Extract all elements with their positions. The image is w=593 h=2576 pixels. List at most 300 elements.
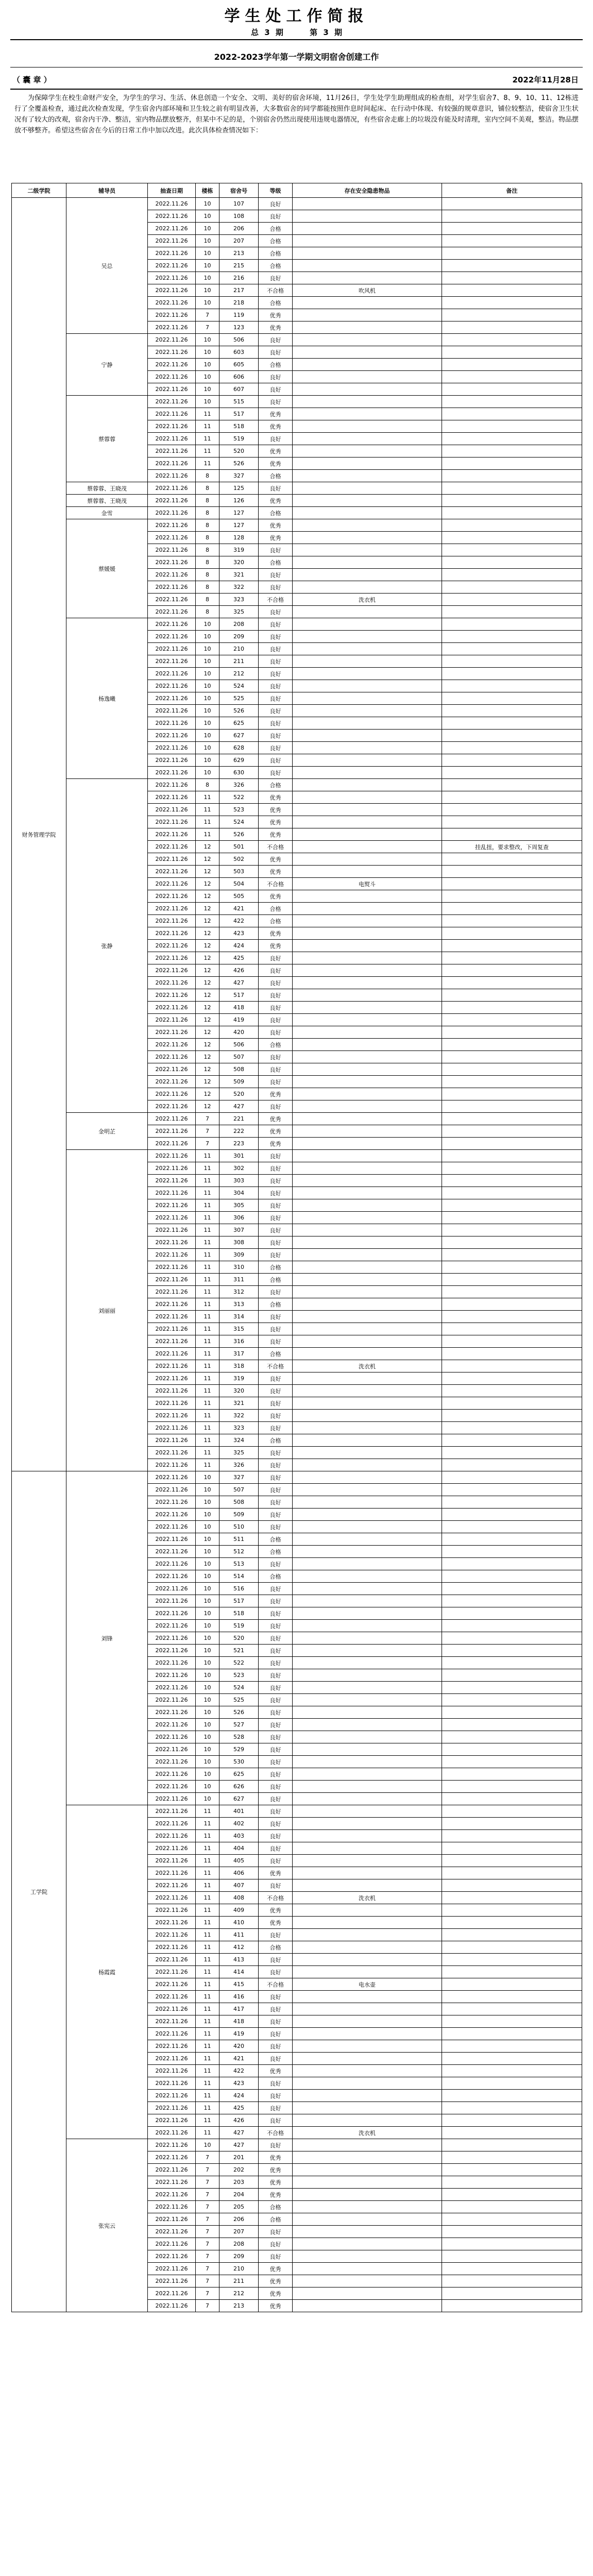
date-cell: 2022.11.26 — [148, 940, 196, 952]
date-cell: 2022.11.26 — [148, 1199, 196, 1212]
floor-cell: 10 — [196, 272, 219, 284]
floor-cell: 10 — [196, 668, 219, 680]
note-cell — [442, 1311, 582, 1323]
issue-cell — [293, 2238, 442, 2250]
note-cell — [442, 495, 582, 507]
grade-cell: 良好 — [259, 2250, 293, 2263]
note-cell — [442, 1768, 582, 1781]
room-cell: 107 — [219, 198, 259, 210]
note-cell — [442, 1212, 582, 1224]
table-row — [12, 779, 582, 791]
date-cell: 2022.11.26 — [148, 2226, 196, 2238]
grade-cell: 优秀 — [259, 828, 293, 841]
floor-cell: 12 — [196, 866, 219, 878]
grade-cell: 良好 — [259, 1249, 293, 1261]
issue-cell — [293, 346, 442, 359]
floor-cell: 10 — [196, 1657, 219, 1669]
grade-cell: 优秀 — [259, 2176, 293, 2189]
note-cell — [442, 1162, 582, 1175]
room-cell: 626 — [219, 1781, 259, 1793]
note-cell — [442, 618, 582, 631]
floor-cell: 10 — [196, 1570, 219, 1583]
floor-cell: 8 — [196, 470, 219, 482]
table-row — [12, 2139, 582, 2151]
note-cell — [442, 779, 582, 791]
floor-cell: 10 — [196, 1533, 219, 1546]
date-cell: 2022.11.26 — [148, 2040, 196, 2053]
issue-cell — [293, 804, 442, 816]
note-cell — [442, 1892, 582, 1904]
note-cell — [442, 1410, 582, 1422]
grade-cell: 不合格 — [259, 2127, 293, 2139]
room-cell: 519 — [219, 433, 259, 445]
note-cell — [442, 730, 582, 742]
issue-cell — [293, 371, 442, 383]
room-cell: 424 — [219, 940, 259, 952]
floor-cell: 12 — [196, 940, 219, 952]
date-cell: 2022.11.26 — [148, 594, 196, 606]
floor-cell: 11 — [196, 2065, 219, 2077]
table-row — [12, 495, 582, 507]
date-cell: 2022.11.26 — [148, 1175, 196, 1187]
grade-cell: 良好 — [259, 717, 293, 730]
grade-cell: 良好 — [259, 334, 293, 346]
note-cell — [442, 2102, 582, 2114]
table-row — [12, 198, 582, 210]
note-cell — [442, 2213, 582, 2226]
date-cell: 2022.11.26 — [148, 198, 196, 210]
issue-cell — [293, 569, 442, 581]
grade-cell: 不合格 — [259, 1978, 293, 1991]
room-cell: 525 — [219, 692, 259, 705]
floor-cell: 10 — [196, 655, 219, 668]
grade-cell: 合格 — [259, 1941, 293, 1954]
note-cell — [442, 828, 582, 841]
room-cell: 411 — [219, 1929, 259, 1941]
date-cell: 2022.11.26 — [148, 223, 196, 235]
floor-cell: 11 — [196, 1162, 219, 1175]
grade-cell: 良好 — [259, 952, 293, 964]
floor-cell: 11 — [196, 791, 219, 804]
issue-cell — [293, 1323, 442, 1335]
note-cell: 挂乱扭，要求整改，下周复查 — [442, 841, 582, 853]
date-cell: 2022.11.26 — [148, 1088, 196, 1100]
issue-cell — [293, 247, 442, 260]
note-cell — [442, 1904, 582, 1917]
date-cell: 2022.11.26 — [148, 1274, 196, 1286]
note-cell — [442, 2077, 582, 2090]
floor-cell: 10 — [196, 1669, 219, 1682]
floor-cell: 11 — [196, 828, 219, 841]
floor-cell: 11 — [196, 1249, 219, 1261]
floor-cell: 10 — [196, 767, 219, 779]
room-cell: 320 — [219, 1385, 259, 1397]
note-cell — [442, 1323, 582, 1335]
room-cell: 402 — [219, 1818, 259, 1830]
floor-cell: 10 — [196, 1731, 219, 1743]
floor-cell: 11 — [196, 1904, 219, 1917]
issue-cell — [293, 903, 442, 915]
issue-cell — [293, 841, 442, 853]
date-cell: 2022.11.26 — [148, 754, 196, 767]
page-title: 学生处工作简报 — [224, 7, 369, 25]
room-cell: 423 — [219, 2077, 259, 2090]
grade-cell: 优秀 — [259, 1088, 293, 1100]
room-cell: 314 — [219, 1311, 259, 1323]
room-cell: 426 — [219, 2114, 259, 2127]
floor-cell: 10 — [196, 1620, 219, 1632]
floor-cell: 10 — [196, 680, 219, 692]
room-cell: 510 — [219, 1521, 259, 1533]
floor-cell: 11 — [196, 2077, 219, 2090]
counselor-cell: 吴总 — [66, 198, 148, 334]
note-cell — [442, 1682, 582, 1694]
grade-cell: 良好 — [259, 705, 293, 717]
issue-cell — [293, 680, 442, 692]
date-cell: 2022.11.26 — [148, 346, 196, 359]
issue-cell — [293, 2189, 442, 2201]
floor-cell: 7 — [196, 1125, 219, 1138]
note-cell — [442, 2238, 582, 2250]
issue-cell — [293, 556, 442, 569]
floor-cell: 8 — [196, 779, 219, 791]
note-cell — [442, 927, 582, 940]
note-cell — [442, 1014, 582, 1026]
floor-cell: 11 — [196, 1805, 219, 1818]
floor-cell: 10 — [196, 618, 219, 631]
room-cell: 207 — [219, 2226, 259, 2238]
date-cell: 2022.11.26 — [148, 359, 196, 371]
table-row — [12, 519, 582, 532]
note-cell — [442, 2226, 582, 2238]
floor-cell: 11 — [196, 2102, 219, 2114]
grade-cell: 优秀 — [259, 445, 293, 457]
note-cell — [442, 1335, 582, 1348]
grade-cell: 合格 — [259, 915, 293, 927]
floor-cell: 11 — [196, 1150, 219, 1162]
issue-cell — [293, 1311, 442, 1323]
issue-cell — [293, 853, 442, 866]
date-cell: 2022.11.26 — [148, 569, 196, 581]
floor-cell: 11 — [196, 1917, 219, 1929]
issue-cell — [293, 359, 442, 371]
note-cell — [442, 705, 582, 717]
room-cell: 127 — [219, 507, 259, 519]
floor-cell: 7 — [196, 2263, 219, 2275]
issue-cell — [293, 1459, 442, 1471]
counselor-cell: 金明芷 — [66, 1113, 148, 1150]
issue-cell — [293, 1570, 442, 1583]
note-cell — [442, 1187, 582, 1199]
date-cell: 2022.11.26 — [148, 210, 196, 223]
floor-cell: 10 — [196, 742, 219, 754]
room-cell: 319 — [219, 1372, 259, 1385]
room-cell: 518 — [219, 1607, 259, 1620]
grade-cell: 良好 — [259, 1150, 293, 1162]
floor-cell: 12 — [196, 1088, 219, 1100]
room-cell: 425 — [219, 2102, 259, 2114]
date-cell: 2022.11.26 — [148, 2065, 196, 2077]
note-cell — [442, 1607, 582, 1620]
issue-cell — [293, 1941, 442, 1954]
room-cell: 323 — [219, 594, 259, 606]
issue-cell — [293, 742, 442, 754]
issue-cell — [293, 532, 442, 544]
note-cell — [442, 680, 582, 692]
date-cell: 2022.11.26 — [148, 1743, 196, 1756]
issue-cell — [293, 1484, 442, 1496]
table-row — [12, 1150, 582, 1162]
date-cell: 2022.11.26 — [148, 1929, 196, 1941]
grade-cell: 良好 — [259, 1484, 293, 1496]
floor-cell: 11 — [196, 1323, 219, 1335]
date-cell: 2022.11.26 — [148, 742, 196, 754]
note-cell — [442, 470, 582, 482]
date-cell: 2022.11.26 — [148, 1830, 196, 1842]
room-cell: 213 — [219, 247, 259, 260]
table-row — [12, 618, 582, 631]
room-cell: 410 — [219, 1917, 259, 1929]
date-cell: 2022.11.26 — [148, 915, 196, 927]
grade-cell: 良好 — [259, 1410, 293, 1422]
issue-cell — [293, 1756, 442, 1768]
date-cell: 2022.11.26 — [148, 1410, 196, 1422]
grade-cell: 良好 — [259, 1954, 293, 1966]
floor-cell: 8 — [196, 581, 219, 594]
grade-cell: 良好 — [259, 668, 293, 680]
floor-cell: 11 — [196, 1422, 219, 1434]
issue-cell — [293, 1546, 442, 1558]
room-cell: 625 — [219, 717, 259, 730]
note-cell — [442, 371, 582, 383]
floor-cell: 11 — [196, 408, 219, 420]
note-cell — [442, 2114, 582, 2127]
date-cell: 2022.11.26 — [148, 1039, 196, 1051]
grade-cell: 良好 — [259, 198, 293, 210]
issue-cell — [293, 1669, 442, 1682]
room-cell: 403 — [219, 1830, 259, 1842]
floor-cell: 11 — [196, 2028, 219, 2040]
note-cell — [442, 1781, 582, 1793]
issue-cell — [293, 1793, 442, 1805]
issue-cell — [293, 1657, 442, 1669]
issue-cell — [293, 1471, 442, 1484]
room-cell: 627 — [219, 1793, 259, 1805]
note-cell — [442, 235, 582, 247]
floor-cell: 11 — [196, 1978, 219, 1991]
note-cell — [442, 643, 582, 655]
date-cell: 2022.11.26 — [148, 1805, 196, 1818]
grade-cell: 合格 — [259, 260, 293, 272]
note-cell — [442, 964, 582, 977]
counselor-cell: 张静 — [66, 779, 148, 1113]
room-cell: 630 — [219, 767, 259, 779]
note-cell — [442, 903, 582, 915]
floor-cell: 7 — [196, 2226, 219, 2238]
note-cell — [442, 1471, 582, 1484]
note-cell — [442, 1805, 582, 1818]
note-cell — [442, 1002, 582, 1014]
floor-cell: 11 — [196, 1991, 219, 2003]
date-cell: 2022.11.26 — [148, 1620, 196, 1632]
issue-cell — [293, 1781, 442, 1793]
room-cell: 415 — [219, 1978, 259, 1991]
room-cell: 324 — [219, 1434, 259, 1447]
date-cell: 2022.11.26 — [148, 420, 196, 433]
room-cell: 426 — [219, 964, 259, 977]
room-cell: 520 — [219, 1088, 259, 1100]
floor-cell: 11 — [196, 1360, 219, 1372]
issue-cell — [293, 791, 442, 804]
issue-cell — [293, 940, 442, 952]
table-row — [12, 1471, 582, 1484]
note-cell — [442, 482, 582, 495]
note-cell — [442, 1558, 582, 1570]
issue-cell — [293, 1620, 442, 1632]
note-cell — [442, 1706, 582, 1719]
grade-cell: 良好 — [259, 754, 293, 767]
date-cell: 2022.11.26 — [148, 1249, 196, 1261]
grade-cell: 良好 — [259, 1768, 293, 1781]
grade-cell: 合格 — [259, 1434, 293, 1447]
date-cell: 2022.11.26 — [148, 1261, 196, 1274]
date-cell: 2022.11.26 — [148, 1657, 196, 1669]
issue-cell — [293, 989, 442, 1002]
issue-cell — [293, 1125, 442, 1138]
note-cell — [442, 260, 582, 272]
date-cell: 2022.11.26 — [148, 1879, 196, 1892]
grade-cell: 良好 — [259, 1187, 293, 1199]
room-cell: 303 — [219, 1175, 259, 1187]
floor-cell: 7 — [196, 2151, 219, 2164]
grade-cell: 良好 — [259, 544, 293, 556]
room-cell: 417 — [219, 2003, 259, 2015]
room-cell: 515 — [219, 396, 259, 408]
date-cell: 2022.11.26 — [148, 1583, 196, 1595]
date-cell: 2022.11.26 — [148, 235, 196, 247]
issue-cell — [293, 482, 442, 495]
note-cell — [442, 1657, 582, 1669]
date-cell: 2022.11.26 — [148, 692, 196, 705]
grade-cell: 优秀 — [259, 532, 293, 544]
issue-cell — [293, 1929, 442, 1941]
floor-cell: 8 — [196, 495, 219, 507]
date-cell: 2022.11.26 — [148, 1558, 196, 1570]
floor-cell: 10 — [196, 1706, 219, 1719]
grade-cell: 良好 — [259, 1830, 293, 1842]
floor-cell: 12 — [196, 927, 219, 940]
grade-cell: 良好 — [259, 631, 293, 643]
room-cell: 412 — [219, 1941, 259, 1954]
date-cell: 2022.11.26 — [148, 643, 196, 655]
grade-cell: 良好 — [259, 1558, 293, 1570]
issue-cell — [293, 581, 442, 594]
grade-cell: 良好 — [259, 210, 293, 223]
note-cell — [442, 2300, 582, 2312]
room-cell: 302 — [219, 1162, 259, 1175]
note-cell — [442, 2164, 582, 2176]
grade-cell: 合格 — [259, 470, 293, 482]
date-cell: 2022.11.26 — [148, 717, 196, 730]
note-cell — [442, 346, 582, 359]
issue-cell — [293, 705, 442, 717]
issue-cell — [293, 2139, 442, 2151]
room-cell: 223 — [219, 1138, 259, 1150]
date-cell: 2022.11.26 — [148, 2250, 196, 2263]
issue-cell — [293, 2040, 442, 2053]
issue-cell — [293, 2300, 442, 2312]
floor-cell: 11 — [196, 1274, 219, 1286]
room-cell: 526 — [219, 457, 259, 470]
issue-cell — [293, 1138, 442, 1150]
grade-cell: 合格 — [259, 779, 293, 791]
room-cell: 321 — [219, 569, 259, 581]
note-cell — [442, 1039, 582, 1051]
date-cell: 2022.11.26 — [148, 1286, 196, 1298]
issue-cell — [293, 606, 442, 618]
issue-cell — [293, 2226, 442, 2238]
date-cell: 2022.11.26 — [148, 1125, 196, 1138]
room-cell: 301 — [219, 1150, 259, 1162]
grade-cell: 良好 — [259, 1818, 293, 1830]
date-cell: 2022.11.26 — [148, 1372, 196, 1385]
grade-cell: 良好 — [259, 1471, 293, 1484]
room-cell: 307 — [219, 1224, 259, 1236]
date-cell: 2022.11.26 — [148, 1694, 196, 1706]
issue-cell — [293, 2053, 442, 2065]
note-cell — [442, 433, 582, 445]
room-cell: 128 — [219, 532, 259, 544]
floor-cell: 10 — [196, 1558, 219, 1570]
issue-cell — [293, 297, 442, 309]
room-cell: 520 — [219, 1632, 259, 1645]
issue-cell — [293, 495, 442, 507]
floor-cell: 10 — [196, 359, 219, 371]
date-cell: 2022.11.26 — [148, 1162, 196, 1175]
note-cell — [442, 1731, 582, 1743]
floor-cell: 11 — [196, 2003, 219, 2015]
floor-cell: 11 — [196, 1447, 219, 1459]
grade-cell: 合格 — [259, 2213, 293, 2226]
note-cell — [442, 1595, 582, 1607]
date-cell: 2022.11.26 — [148, 1298, 196, 1311]
date-cell: 2022.11.26 — [148, 1002, 196, 1014]
note-cell — [442, 1879, 582, 1892]
grade-cell: 良好 — [259, 1224, 293, 1236]
date-cell: 2022.11.26 — [148, 1459, 196, 1471]
grade-cell: 良好 — [259, 1595, 293, 1607]
issue-cell — [293, 396, 442, 408]
room-cell: 509 — [219, 1076, 259, 1088]
room-cell: 607 — [219, 383, 259, 396]
floor-cell: 11 — [196, 2090, 219, 2102]
date-cell: 2022.11.26 — [148, 779, 196, 791]
grade-cell: 合格 — [259, 235, 293, 247]
note-cell — [442, 556, 582, 569]
date-cell: 2022.11.26 — [148, 1855, 196, 1867]
room-cell: 209 — [219, 631, 259, 643]
date-cell: 2022.11.26 — [148, 1991, 196, 2003]
floor-cell: 8 — [196, 606, 219, 618]
room-cell: 427 — [219, 2139, 259, 2151]
room-cell: 202 — [219, 2164, 259, 2176]
room-cell: 326 — [219, 1459, 259, 1471]
grade-cell: 优秀 — [259, 804, 293, 816]
floor-cell: 12 — [196, 915, 219, 927]
room-cell: 123 — [219, 321, 259, 334]
date-cell: 2022.11.26 — [148, 1224, 196, 1236]
date-cell: 2022.11.26 — [148, 1867, 196, 1879]
